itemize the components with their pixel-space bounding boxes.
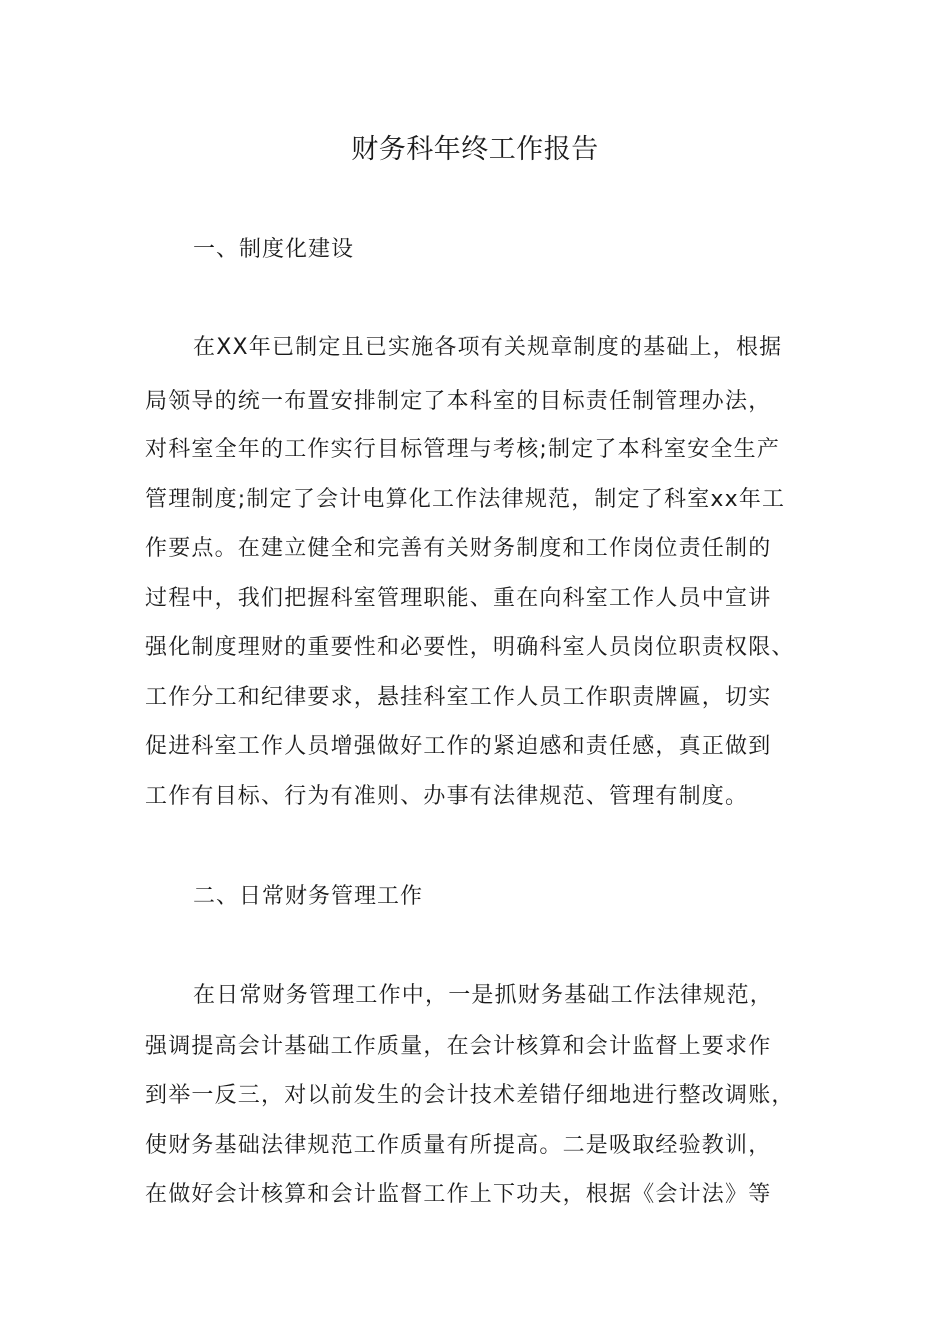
paragraph-line: 使财务基础法律规范工作质量有所提高。二是吸取经验教训， — [145, 1133, 772, 1158]
paragraph-line: 对科室全年的工作实行目标管理与考核;制定了本科室安全生产 — [145, 437, 781, 462]
paragraph-line: 局领导的统一布置安排制定了本科室的目标责任制管理办法， — [145, 389, 772, 414]
paragraph-line: 在做好会计核算和会计监督工作上下功夫，根据《会计法》等 — [145, 1182, 772, 1207]
section-heading-1: 一、制度化建设 — [193, 237, 355, 262]
paragraph-line: 到举一反三，对以前发生的会计技术差错仔细地进行整改调账， — [145, 1083, 795, 1108]
paragraph-line: 在XX年已制定且已实施各项有关规章制度的基础上，根据 — [193, 335, 783, 360]
paragraph-line: 过程中，我们把握科室管理职能、重在向科室工作人员中宣讲 — [145, 586, 772, 611]
paragraph-line: 促进科室工作人员增强做好工作的紧迫感和责任感，真正做到 — [145, 734, 772, 759]
paragraph-line: 管理制度;制定了会计电算化工作法律规范，制定了科室xx年工 — [145, 487, 786, 512]
paragraph-line: 工作有目标、行为有准则、办事有法律规范、管理有制度。 — [145, 784, 749, 809]
paragraph-line: 工作分工和纪律要求，悬挂科室工作人员工作职责牌匾，切实 — [145, 685, 772, 710]
paragraph-line: 作要点。在建立健全和完善有关财务制度和工作岗位责任制的 — [145, 536, 772, 561]
document-title: 财务科年终工作报告 — [351, 134, 599, 165]
paragraph-line: 强化制度理财的重要性和必要性，明确科室人员岗位职责权限、 — [145, 635, 795, 660]
section-heading-2: 二、日常财务管理工作 — [193, 884, 424, 909]
paragraph-line: 在日常财务管理工作中，一是抓财务基础工作法律规范， — [193, 983, 774, 1008]
paragraph-line: 强调提高会计基础工作质量，在会计核算和会计监督上要求作 — [145, 1034, 772, 1059]
